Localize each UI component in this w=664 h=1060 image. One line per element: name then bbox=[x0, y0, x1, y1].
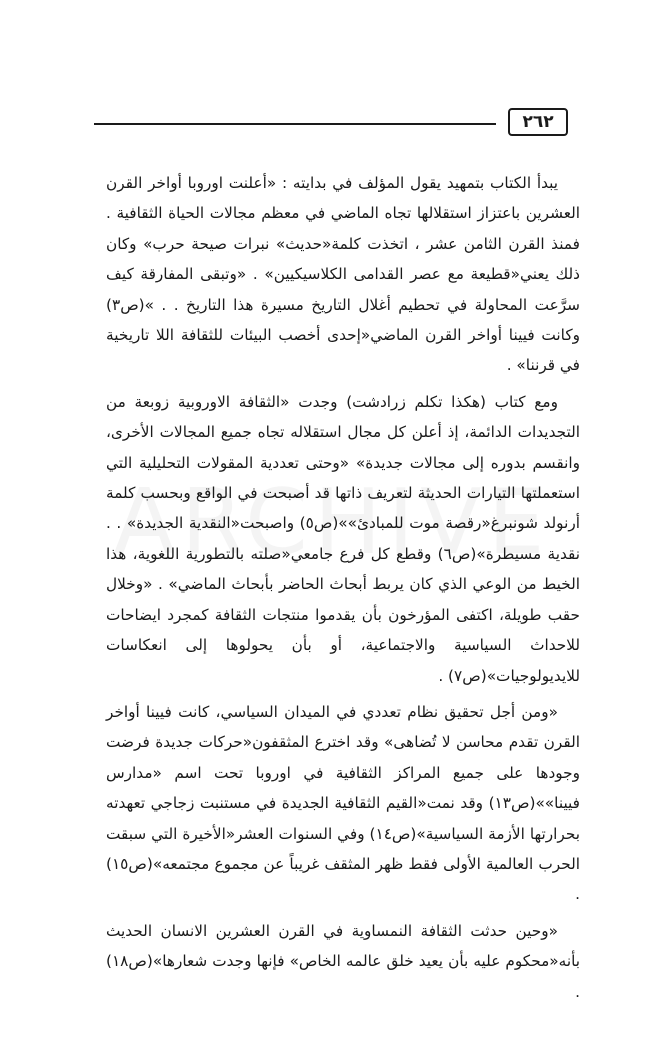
body-text bbox=[106, 168, 580, 1007]
paragraph-2: ومع كتاب (هكذا تكلم زرادشت) وجدت «الثقافة الاوروبية زوبعة من التجديدات الدائمة، إذ أعلن كل مجال استقلاله تجاه جميع المجالات الأخرى، وانقسم بدوره إلى مجالات جديدة» «وحتى تعددية المقولات التحليلية التي استعملتها التيارات الحديثة لتعريف ذاتها قد أصبحت في الواقع وبحسب كلمة أرنولد شونبرغ«رقصة موت للمبادئ»»(ص٥) واصبحت«النقدية الجديدة» . . نقدية مسيطرة»(ص٦) وقطع كل فرع جامعي«صلته بالتطورية اللغوية، هذا الخيط من الوعي الذي كان يربط أبحاث الحاضر بأبحاث الماضي» . «وخلال حقب طويلة، اكتفى المؤرخون بأن يقدموا منتجات الثقافة كمجرد ايضاحات للاحداث السياسية والاجتماعية، أو بأن يحولوها إلى انعكاسات للايديولوجيات»(ص٧) . bbox=[106, 392, 580, 685]
paragraph-4: «وحين حدثت الثقافة النمساوية في القرن العشرين الانسان الحديث بأنه«محكوم عليه بأن يعيد خلق عالمه الخاص» فإنها وجدت شعارها»(ص١٨) . bbox=[106, 921, 580, 1001]
paragraph-1: يبدأ الكتاب بتمهيد يقول المؤلف في بدايته : «أعلنت اوروبا أواخر القرن العشرين باعتزاز استقلالها تجاه الماضي في معظم مجالات الحياة الثقافية . فمنذ القرن الثامن عشر ، اتخذت كلمة«حديث» نبرات صيحة حرب» وكان ذلك يعني«قطيعة مع عصر القدامى الكلاسيكيين» . «وتبقى المفارقة كيف سرَّعت المحاولة في تحطيم أغلال التاريخ مسيرة هذا التاريخ . . »(ص٣) وكانت فيينا أواخر القرن الماضي«إحدى أخصب البيئات للثقافة اللا تاريخية في قرننا» . bbox=[106, 174, 580, 375]
paragraph-3: «ومن أجل تحقيق نظام تعددي في الميدان السياسي، كانت فيينا أواخر القرن تقدم محاسن لا تُضاهى» وقد اخترع المثقفون«حركات جديدة فرضت وجودها على جميع المراكز الثقافية في اوروبا تحت اسم «مدارس فيينا»»(ص١٣) وقد نمت«القيم الثقافية الجديدة في مستنبت زجاجي تعهدته بحرارتها الأزمة السياسية»(ص١٤) وفي السنوات العشر«الأخيرة التي سبقت الحرب العالمية الأولى فقط ظهر المثقف غريباً عن مجموع مجتمعه»(ص١٥) . bbox=[106, 702, 580, 904]
header-rule bbox=[94, 123, 496, 125]
page-header bbox=[94, 108, 568, 136]
page-number: ٢٦٢ bbox=[508, 108, 568, 136]
